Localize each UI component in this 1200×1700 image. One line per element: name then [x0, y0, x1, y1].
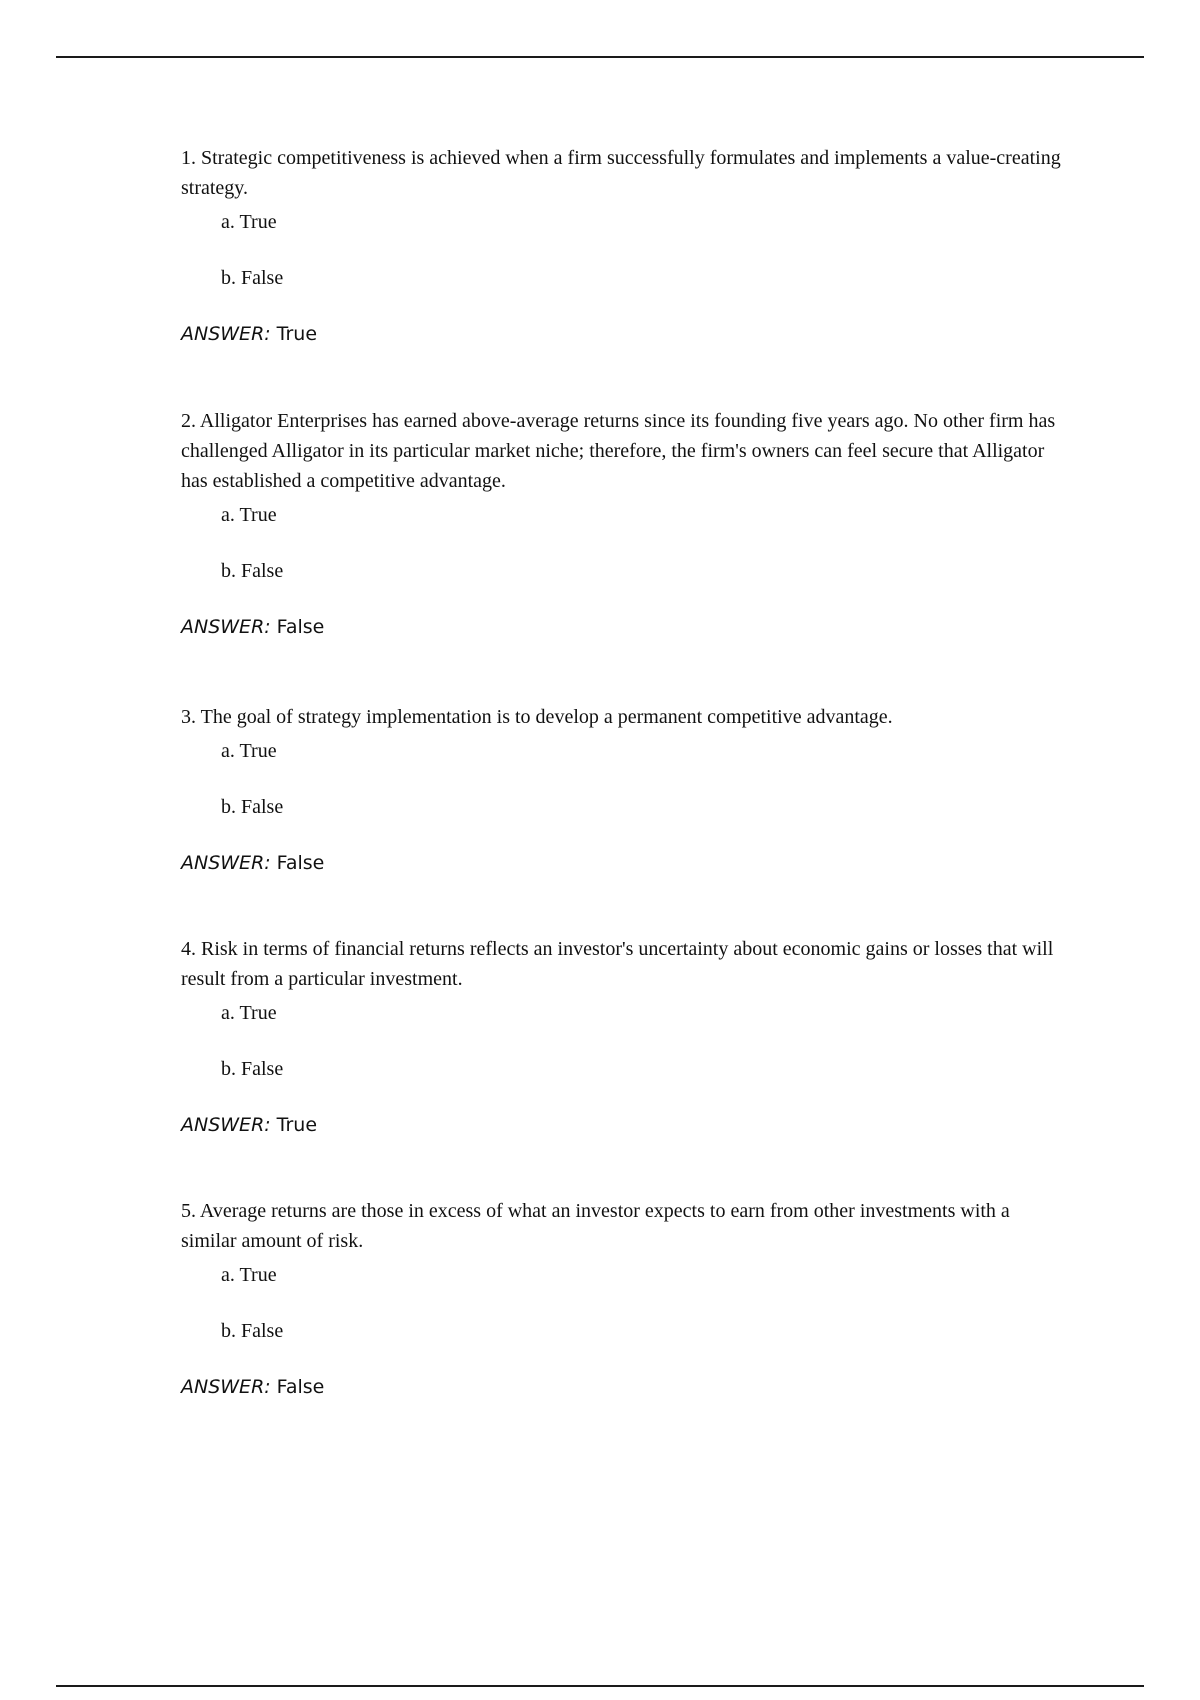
question-3	[181, 702, 1061, 876]
question-1	[181, 143, 1061, 347]
question-stem: 1. Strategic competitiveness is achieved when a firm successfully formulates and implements a value-creating strategy.	[181, 147, 1061, 199]
answer-line	[181, 1374, 1061, 1400]
answer-line	[181, 614, 1061, 640]
option-b: b. False	[221, 1320, 284, 1342]
answer-value: False	[276, 852, 325, 874]
question-5	[181, 1196, 1061, 1400]
answer-label: ANSWER:	[181, 616, 271, 638]
question-stem: 4. Risk in terms of financial returns reflects an investor's uncertainty about economic gains or losses that will result from a particular investment.	[181, 938, 1054, 990]
option-b: b. False	[221, 1058, 284, 1080]
answer-label: ANSWER:	[181, 1114, 271, 1136]
option-b: b. False	[221, 796, 284, 818]
answer-value: True	[276, 1114, 318, 1136]
question-stem: 2. Alligator Enterprises has earned above-average returns since its founding five years ago. No other firm has challenged Alligator in its particular market niche; therefore, the firm's owners can feel secure that Alligator has established a competitive advantage.	[181, 410, 1056, 492]
option-b: b. False	[221, 267, 284, 289]
answer-label: ANSWER:	[181, 323, 271, 345]
answer-value: False	[276, 616, 325, 638]
answer-line	[181, 1112, 1061, 1138]
answer-label: ANSWER:	[181, 852, 271, 874]
answer-line	[181, 321, 1061, 347]
option-a: a. True	[221, 740, 277, 762]
answer-value: True	[276, 323, 318, 345]
option-a: a. True	[221, 211, 277, 233]
answer-line	[181, 850, 1061, 876]
question-stem: 3. The goal of strategy implementation is to develop a permanent competitive advantage.	[181, 706, 893, 728]
question-2	[181, 406, 1061, 640]
option-a: a. True	[221, 1002, 277, 1024]
option-a: a. True	[221, 504, 277, 526]
option-b: b. False	[221, 560, 284, 582]
question-4	[181, 934, 1061, 1138]
answer-label: ANSWER:	[181, 1376, 271, 1398]
top-rule	[56, 56, 1144, 58]
question-stem: 5. Average returns are those in excess of what an investor expects to earn from other investments with a similar amount of risk.	[181, 1200, 1010, 1252]
bottom-rule	[56, 1685, 1144, 1687]
option-a: a. True	[221, 1264, 277, 1286]
answer-value: False	[276, 1376, 325, 1398]
